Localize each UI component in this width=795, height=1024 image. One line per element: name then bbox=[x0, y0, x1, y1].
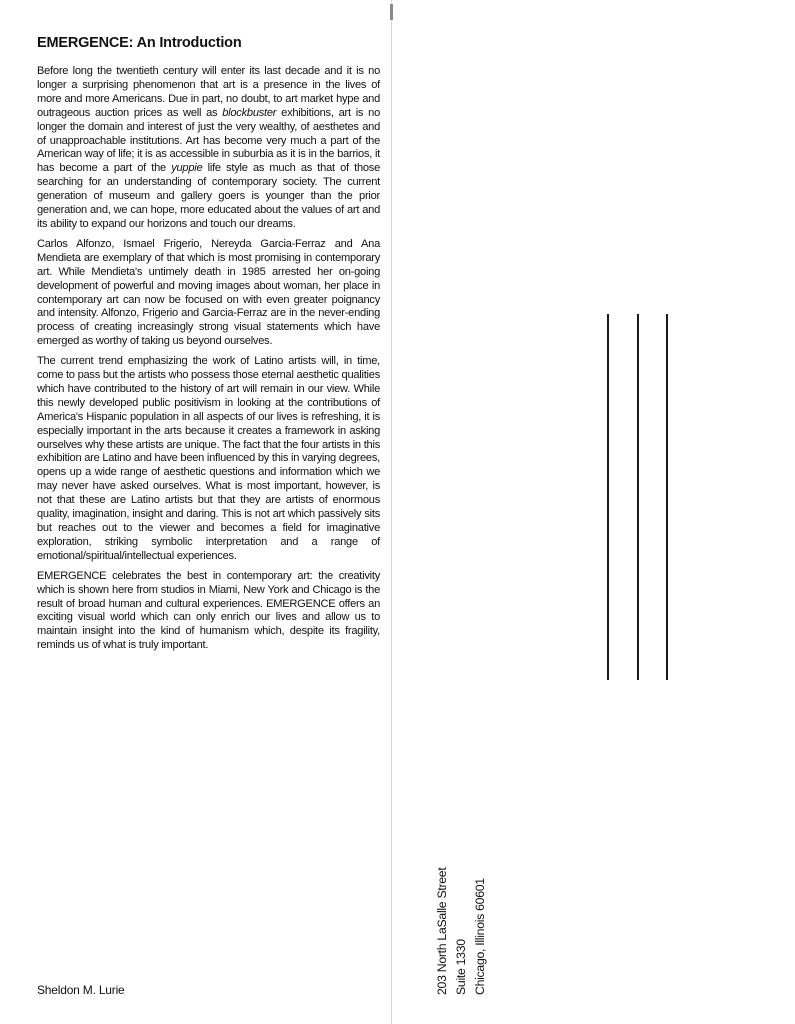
signature: Sheldon M. Lurie bbox=[37, 983, 125, 997]
intro-title: EMERGENCE: An Introduction bbox=[37, 35, 242, 51]
address-line-rule-3 bbox=[666, 314, 668, 680]
address-city: Chicago, Illinois 60601 bbox=[473, 878, 487, 995]
address-line-rule-2 bbox=[637, 314, 639, 680]
p1-text-a: Before long the twentieth century will enter its last decade and it is no longer a surprising phenomenon that art is a presence in the lives of more and more Americans. Due in part, no doubt, to art market hype and outrageous auction prices as well as bbox=[37, 65, 380, 119]
p1-emphasis-yuppie: yuppie bbox=[171, 162, 203, 175]
return-address bbox=[433, 868, 490, 995]
intro-paragraph-3: The current trend emphasizing the work of Latino artists will, in time, come to pass but the artists who possess those eternal aesthetic qualities which have contributed to the history of art will remain in our view. While this newly developed public positivism in looking at the contributions of America's Hispanic population in all aspects of our lives is refreshing, it is especially important in the arts because it creates a framework in asking ourselves why these artists are unique. The fact that the four artists in this exhibition are Latino and have been influenced by this in varying degrees, opens up a wide range of aesthetic questions and information which we may never have asked ourselves. What is most important, however, is not that these are Latino artists but that they are artists of enormous quality, imagination, insight and daring. This is not art which passively sits but reaches out to the viewer and becomes a field for imaginative exploration, striking symbolic interpretation and a range of emotional/spiritual/intellectual experiences. bbox=[37, 355, 380, 562]
fold-mark bbox=[390, 4, 393, 20]
fold-line bbox=[391, 0, 392, 1024]
p1-text-c: life style as much as that of those searching for an understanding of contemporary society. The current generation of museum and gallery goers is younger than the prior generation and, we can hope, more educated about the values of art and its ability to expand our horizons and touch our dreams. bbox=[37, 162, 380, 230]
address-line-rule-1 bbox=[607, 314, 609, 680]
address-street: 203 North LaSalle Street bbox=[435, 867, 449, 995]
p1-emphasis-blockbuster: blockbuster bbox=[222, 106, 277, 119]
intro-paragraph-2: Carlos Alfonzo, Ismael Frigerio, Nereyda Garcia-Ferraz and Ana Mendieta are exemplary of that which is most promising in contemporary art. While Mendieta's untimely death in 1985 arrested her on-going development of powerful and moving images about woman, her place in contemporary art can now be focused on with even greater poignancy and intensity. Alfonzo, Frigerio and Garcia-Ferraz are in the never-ending process of creating increasingly strong visual statements which have emerged as worthy of taking us beyond ourselves. bbox=[37, 237, 380, 348]
introduction-panel bbox=[37, 33, 380, 659]
address-suite: Suite 1330 bbox=[454, 939, 468, 995]
intro-paragraph-4: EMERGENCE celebrates the best in contemporary art: the creativity which is shown here from studios in Miami, New York and Chicago is the result of broad human and cultural experiences. EMERGENCE offers an exciting visual world which can only enrich our lives and allow us to maintain insight into the kind of humanism which, despite its fragility, reminds us of what is truly important. bbox=[37, 569, 380, 652]
p1-text-b: exhibitions, art is no longer the domain and interest of just the very wealthy, of aesthetes and of unapproachable institutions. Art has become very much a part of the American way of life; it is as accessible in suburbia as it is in the barrios, it has become a part of the bbox=[37, 106, 380, 175]
intro-paragraph-1 bbox=[37, 65, 380, 232]
